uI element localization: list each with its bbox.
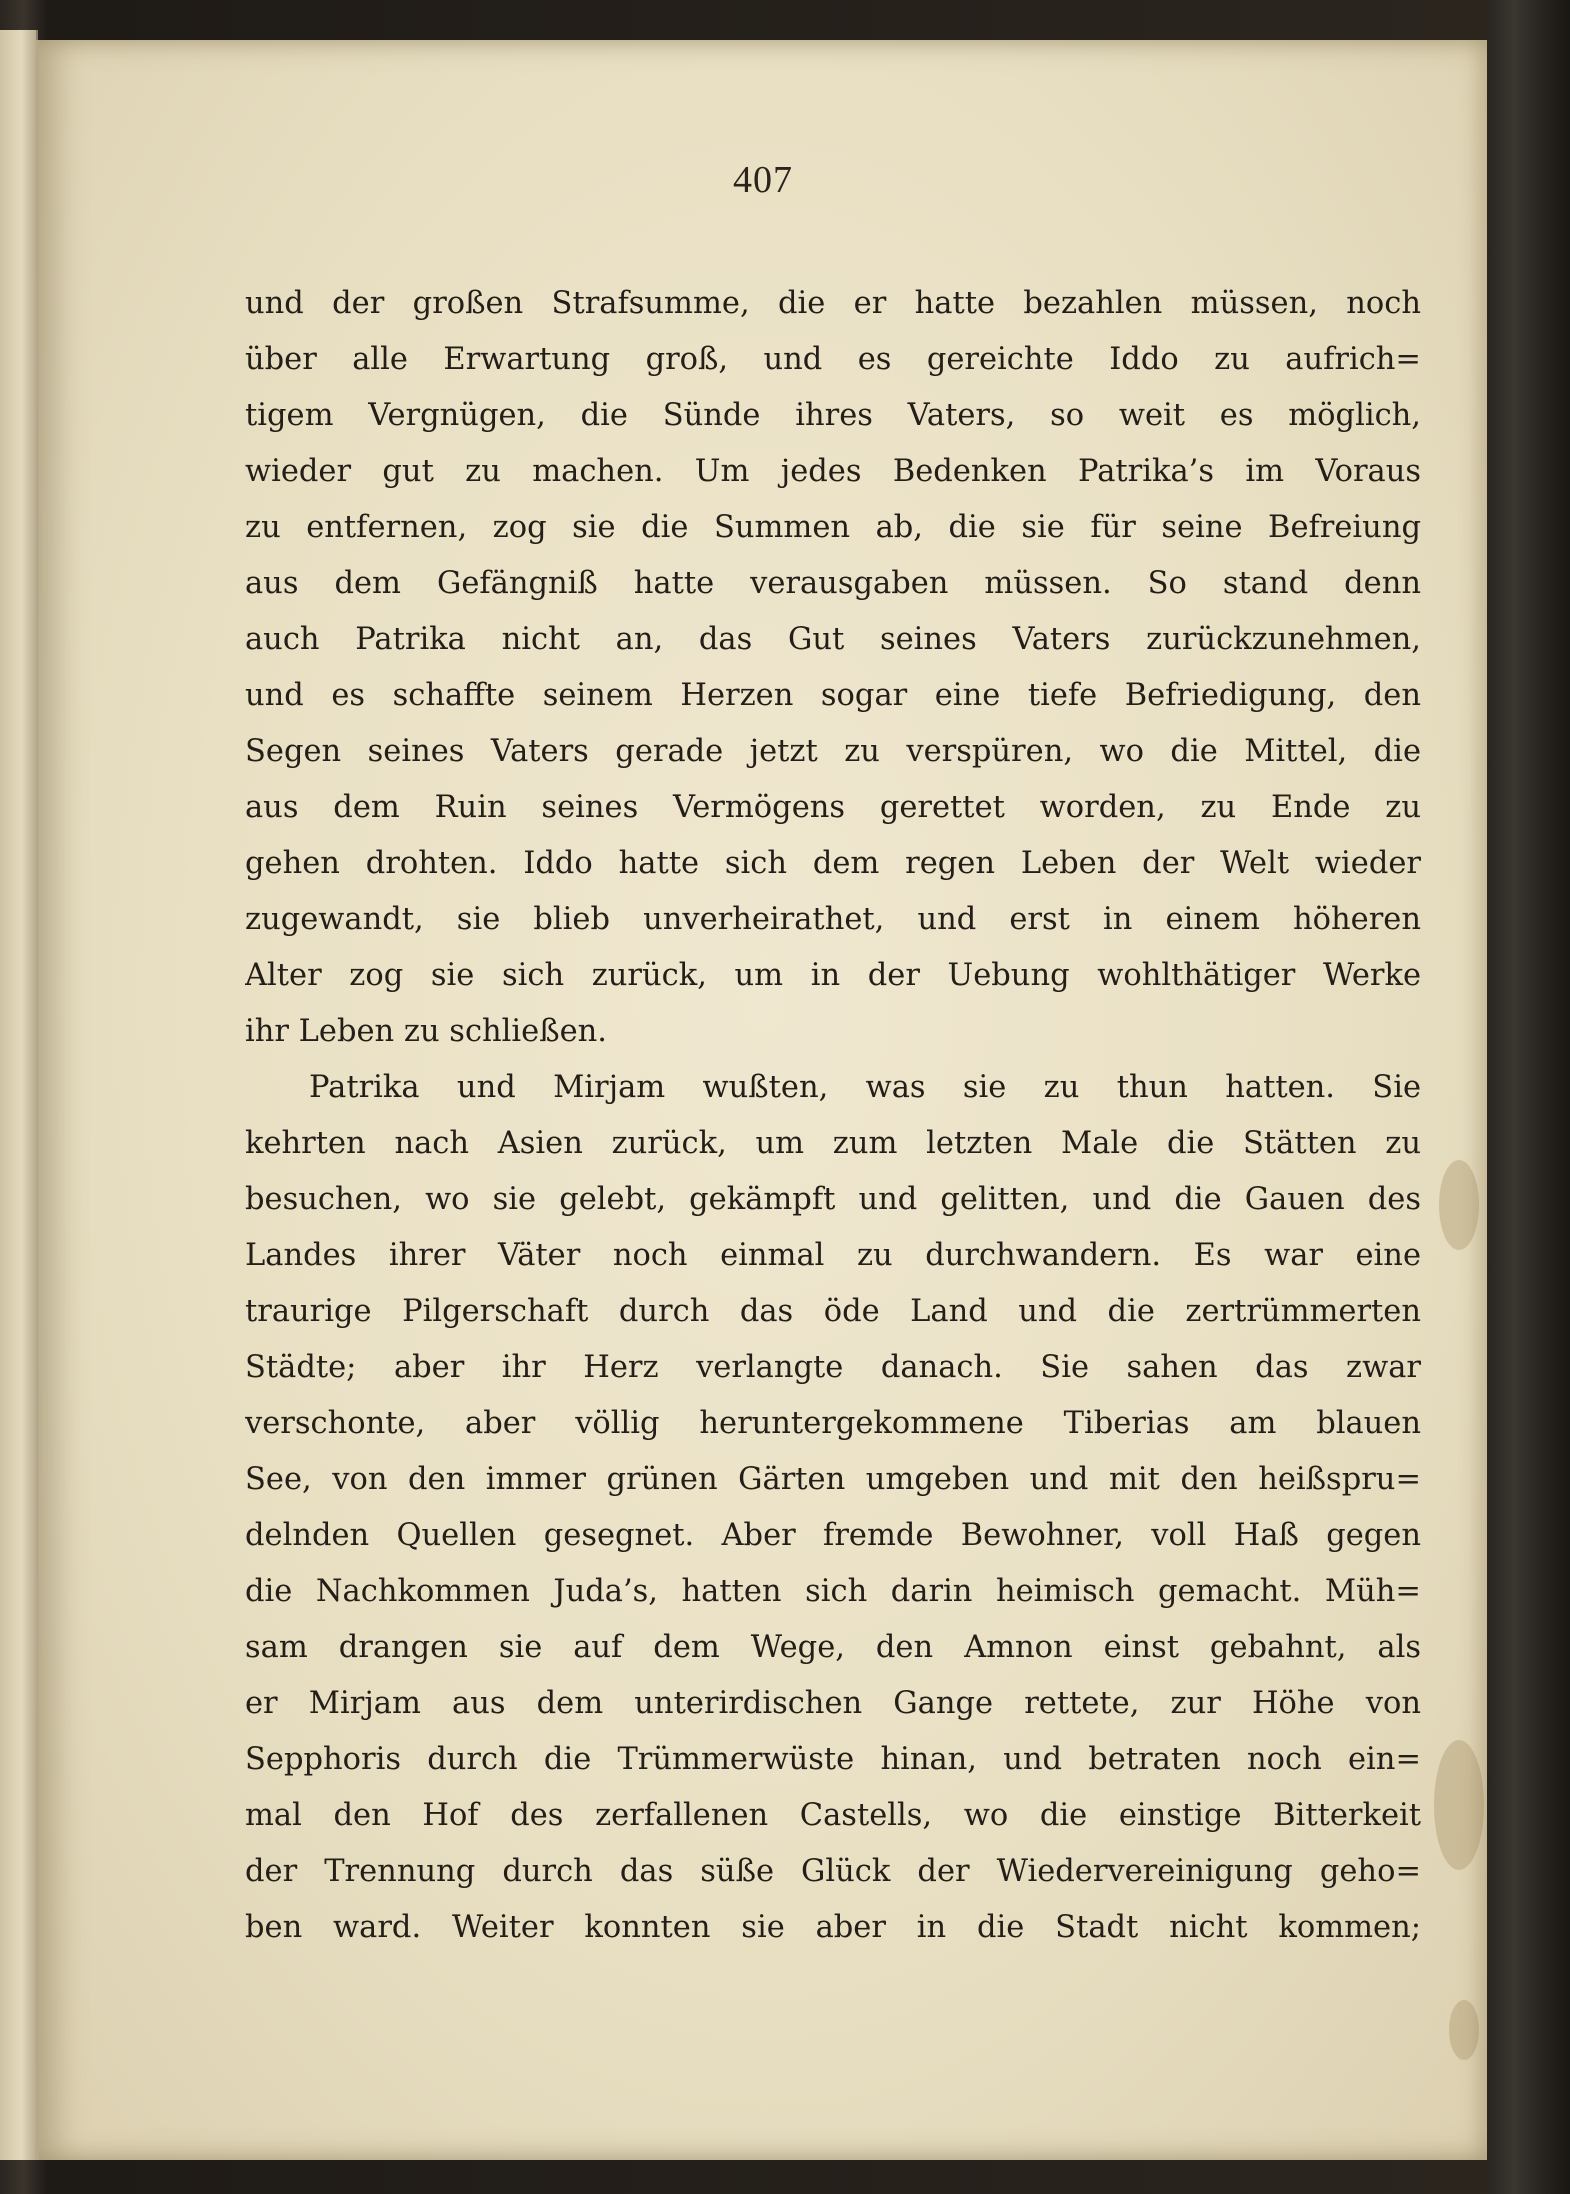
text-line: tigem Vergnügen, die Sünde ihres Vaters, so weit es möglich, <box>245 398 1421 433</box>
text-line: Segen seines Vaters gerade jetzt zu verspüren, wo die Mittel, die <box>245 734 1421 769</box>
text-line: die Nachkommen Juda’s, hatten sich darin heimisch gemacht. Müh= <box>245 1574 1421 1609</box>
text-line: er Mirjam aus dem unterirdischen Gange rettete, zur Höhe von <box>245 1686 1421 1721</box>
text-line: aus dem Gefängniß hatte verausgaben müssen. So stand denn <box>245 566 1421 601</box>
text-line: ben ward. Weiter konnten sie aber in die Stadt nicht kommen; <box>245 1910 1421 1945</box>
text-line: Sepphoris durch die Trümmerwüste hinan, und betraten noch ein= <box>245 1742 1421 1777</box>
text-line: und der großen Strafsumme, die er hatte bezahlen müssen, noch <box>245 286 1421 321</box>
text-line: Landes ihrer Väter noch einmal zu durchwandern. Es war eine <box>245 1238 1421 1273</box>
text-line: wieder gut zu machen. Um jedes Bedenken Patrika’s im Voraus <box>245 454 1421 489</box>
text-line: aus dem Ruin seines Vermögens gerettet worden, zu Ende zu <box>245 790 1421 825</box>
text-line: zu entfernen, zog sie die Summen ab, die sie für seine Befreiung <box>245 510 1421 545</box>
facing-page-edge <box>0 30 38 2160</box>
text-line: ihr Leben zu schließen. <box>245 1014 607 1049</box>
page-body-text <box>245 276 1421 1956</box>
text-line: kehrten nach Asien zurück, um zum letzten Male die Stätten zu <box>245 1126 1421 1161</box>
text-line: gehen drohten. Iddo hatte sich dem regen Leben der Welt wieder <box>245 846 1421 881</box>
text-line: sam drangen sie auf dem Wege, den Amnon einst gebahnt, als <box>245 1630 1421 1665</box>
text-line: Patrika und Mirjam wußten, was sie zu thun hatten. Sie <box>309 1070 1421 1105</box>
paper-stain <box>1449 2000 1479 2060</box>
text-line: Alter zog sie sich zurück, um in der Uebung wohlthätiger Werke <box>245 958 1421 993</box>
text-line: auch Patrika nicht an, das Gut seines Vaters zurückzunehmen, <box>245 622 1421 657</box>
text-line: verschonte, aber völlig heruntergekommene Tiberias am blauen <box>245 1406 1421 1441</box>
text-line: besuchen, wo sie gelebt, gekämpft und gelitten, und die Gauen des <box>245 1182 1421 1217</box>
paper-stain <box>1434 1740 1484 1870</box>
text-line: der Trennung durch das süße Glück der Wiedervereinigung geho= <box>245 1854 1421 1889</box>
text-line: zugewandt, sie blieb unverheirathet, und erst in einem höheren <box>245 902 1421 937</box>
paper-stain <box>1439 1160 1479 1250</box>
text-line: Städte; aber ihr Herz verlangte danach. Sie sahen das zwar <box>245 1350 1421 1385</box>
text-line: traurige Pilgerschaft durch das öde Land und die zertrümmerten <box>245 1294 1421 1329</box>
book-cover-edge <box>1490 0 1570 2194</box>
book-page <box>36 40 1487 2160</box>
page-number: 407 <box>733 159 793 201</box>
text-line: mal den Hof des zerfallenen Castells, wo die einstige Bitterkeit <box>245 1798 1421 1833</box>
text-line: über alle Erwartung groß, und es gereichte Iddo zu aufrich= <box>245 342 1421 377</box>
text-line: See, von den immer grünen Gärten umgeben und mit den heißspru= <box>245 1462 1421 1497</box>
text-line: delnden Quellen gesegnet. Aber fremde Bewohner, voll Haß gegen <box>245 1518 1421 1553</box>
text-line: und es schaffte seinem Herzen sogar eine tiefe Befriedigung, den <box>245 678 1421 713</box>
